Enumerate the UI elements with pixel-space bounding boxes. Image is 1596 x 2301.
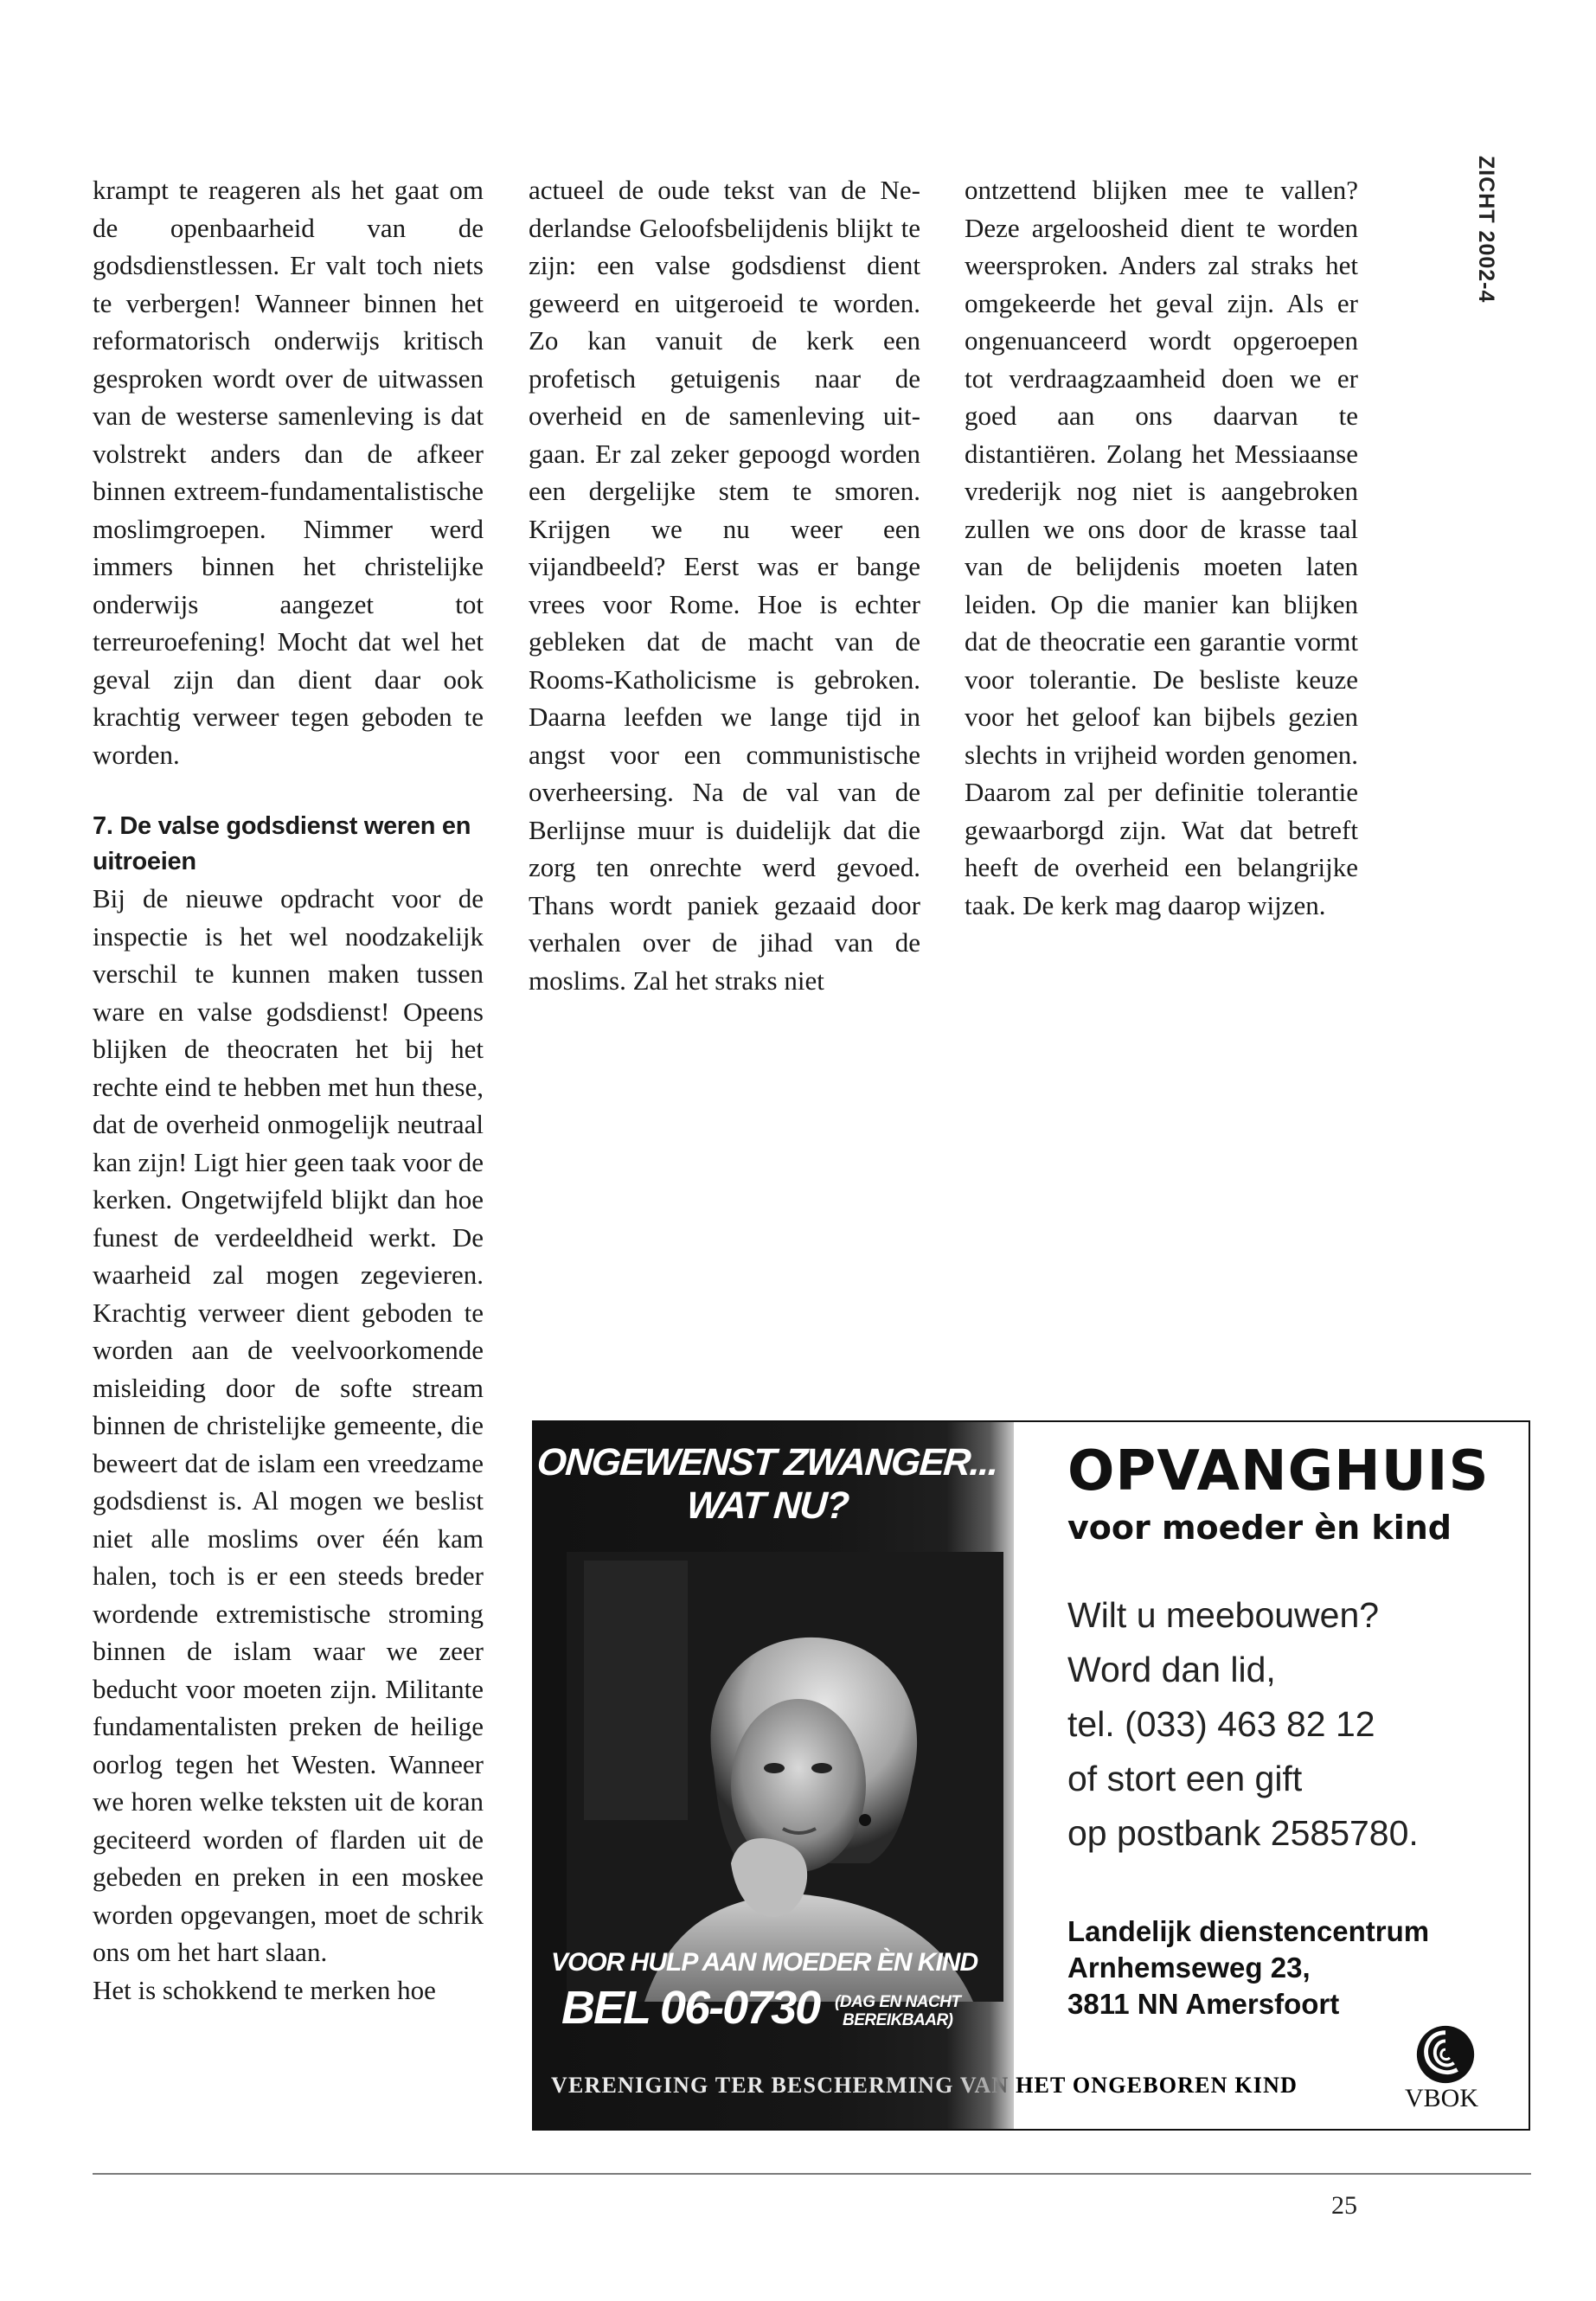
ad-organization-name: VERENIGING TER BESCHERMING VAN HET ONGEBOREN KIND	[551, 2073, 1298, 2098]
ad-body-line: op postbank 2585780.	[1067, 1813, 1419, 1853]
ad-phone-note-line-1: (DAG EN NACHT	[835, 1993, 961, 2011]
text-column-1	[93, 171, 484, 2009]
ad-body-line: of stort een gift	[1067, 1759, 1303, 1798]
ad-subtitle: voor moeder èn kind	[1067, 1509, 1452, 1547]
ad-phone-note	[835, 1993, 961, 2029]
ad-slogan-line-2: WAT NU?	[684, 1484, 850, 1527]
text-column-2	[529, 171, 920, 999]
ad-slogan-line-1: ONGEWENST ZWANGER...	[535, 1441, 999, 1484]
ad-photo-panel	[534, 1422, 1014, 2129]
footer-divider	[93, 2173, 1531, 2175]
ad-title: OPVANGHUIS	[1067, 1439, 1490, 1503]
ad-body-line: tel. (033) 463 82 12	[1067, 1704, 1375, 1744]
ad-help-line: VOOR HULP AAN MOEDER ÈN KIND	[551, 1948, 978, 1977]
paragraph: actueel de oude tekst van de Nederlandse Geloofsbelijdenis blijkt te zijn: een valse godsdienst dient geweerd en uitgeroeid te worden. Zo kan vanuit de kerk een profetisch getuigenis naar de overheid en de samenleving uitgaan. Er zal zeker gepoogd worden een dergelijke stem te smoren. Krijgen we nu weer een vijandbeeld? Eerst was er bange vrees voor Rome. Hoe is echter gebleken dat de macht van de Rooms-Katholicisme is gebroken. Daarna leefden we lange tijd in angst voor een communistische overheersing. Na de val van de Berlijnse muur is duidelijk dat die zorg ten onrechte werd gevoed. Thans wordt paniek gezaaid door verhalen over de jihad van de moslims. Zal het straks niet	[529, 175, 920, 996]
section-heading: 7. De valse godsdienst weren en uitroeien	[93, 812, 471, 875]
woman-portrait-photo	[567, 1552, 1003, 2002]
advertisement	[532, 1420, 1530, 2131]
ad-address-line: Landelijk dienstencentrum	[1067, 1915, 1430, 1947]
paragraph: krampt te reageren als het gaat om de openbaarheid van de godsdienstlessen. Er valt toch niets te verbergen! Wanneer binnen het reformatorisch onderwijs kritisch gesproken wordt over de uitwassen van de westerse samenleving is dat volstrekt anders dan de afkeer binnen extreem-fundamentalistische moslimgroepen. Nimmer werd immers binnen het christelijke onderwijs aangezet tot terreuroefening! Mocht dat wel het geval zijn dan dient daar ook krachtig verweer tegen geboden te worden.	[93, 175, 484, 770]
running-header: ZICHT 2002-4	[1474, 156, 1498, 304]
paragraph: Bij de nieuwe opdracht voor de inspectie is het wel noodzakelijk verschil te kunnen maken tussen ware en valse godsdienst! Opeens blijken de theocraten het bij het rechte eind te hebben met hun these, dat de overheid onmogelijk neutraal kan zijn! Ligt hier geen taak voor de kerken. Ongetwijfeld blijkt dan hoe funest de verdeeldheid werkt. De waarheid zal mogen zegevieren. Krachtig verweer dient geboden te worden aan de veelvoorkomende misleiding door de softe stream binnen de christelijke gemeente, die beweert dat de islam een vreedzame godsdienst is. Al mogen we beslist niet alle moslims over één kam halen, toch is er een steeds breder wordende extremistische stroming binnen de islam waar we zeer beducht voor moeten zijn. Militante fundamentalisten preken de heilige oorlog tegen het Westen. Wanneer we horen welke teksten uit de koran geciteerd worden of flarden uit de gebeden en preken in een moskee worden opgevangen, moet de schrik ons om het hart slaan.	[93, 883, 484, 1967]
ad-address-line: 3811 NN Amersfoort	[1067, 1988, 1340, 2020]
paragraph: ontzettend blijken mee te vallen? Deze argeloosheid dient te worden weersproken. Anders zal straks het omgekeerde het geval zijn. Als er ongenuanceerd wordt opgeroepen tot verdraagzaamheid doen we er goed aan ons daarvan te distantiëren. Zolang het Messiaanse vrederijk nog niet is aangebroken zullen we ons door de krasse taal van de belijdenis moeten laten leiden. Op die manier kan blijken dat de theocratie een garantie vormt voor tolerantie. De besliste keuze voor het geloof kan bijbels gezien slechts in vrijheid worden genomen. Daarom zal per definitie tolerantie gewaarborgd zijn. Wat dat betreft heeft de overheid een belangrijke taak. De kerk mag daarop wijzen.	[965, 175, 1358, 920]
ad-phone-number: BEL 06-0730	[561, 1982, 820, 2034]
ad-body-line: Wilt u meebouwen?	[1067, 1595, 1380, 1635]
ad-phone-note-line-2: BEREIKBAAR)	[843, 2011, 953, 2029]
page-number: 25	[1331, 2191, 1357, 2220]
vbok-label: VBOK	[1405, 2084, 1479, 2112]
vbok-logo-icon	[1412, 2021, 1479, 2088]
ad-address-line: Arnhemseweg 23,	[1067, 1952, 1311, 1984]
paragraph: Het is schokkend te merken hoe	[93, 1974, 436, 2005]
ad-body-text	[1067, 1588, 1419, 1861]
ad-body-line: Word dan lid,	[1067, 1650, 1276, 1689]
ad-address	[1067, 1913, 1429, 2022]
text-column-3	[965, 171, 1358, 924]
